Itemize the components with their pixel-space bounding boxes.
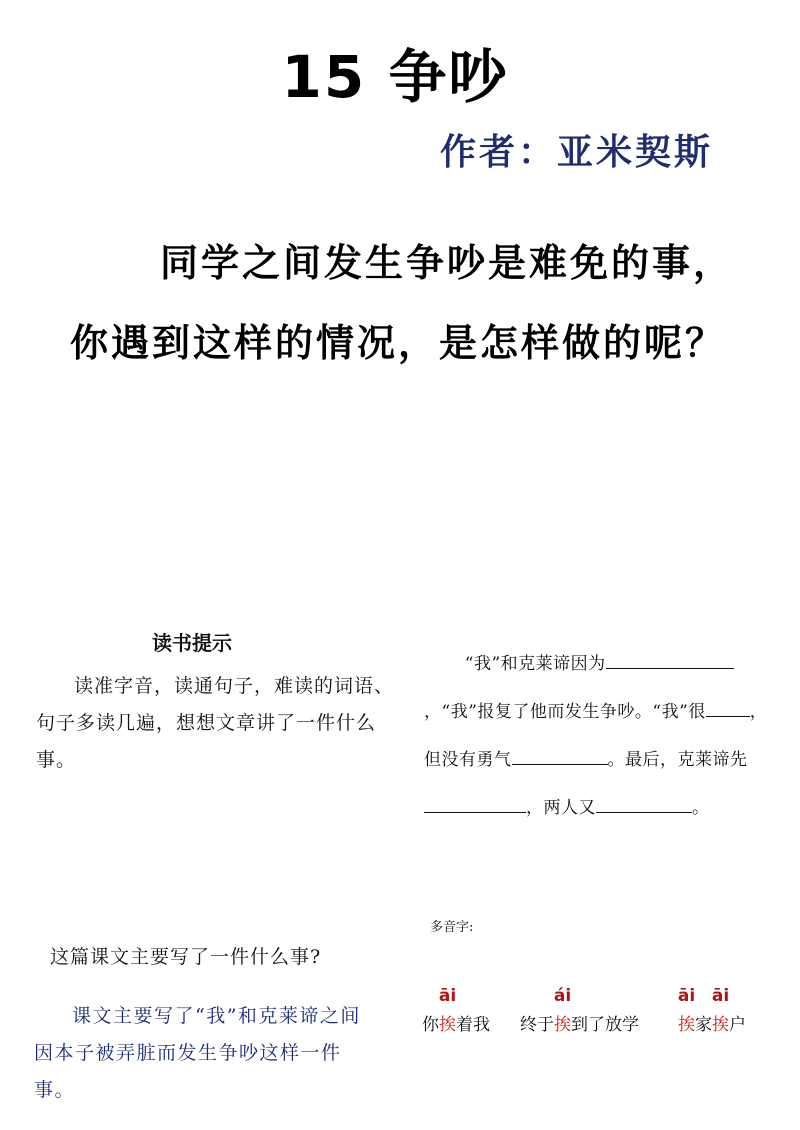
blank-3[interactable]: [512, 746, 608, 765]
polyphonic-char: āi 挨: [711, 986, 730, 1035]
example-text: 家: [695, 1015, 712, 1035]
fill-text-3: ，但没有勇气: [424, 702, 768, 770]
fill-in-blank-exercise: [424, 640, 784, 832]
pinyin-label: āi: [711, 986, 730, 1006]
blank-1[interactable]: [606, 650, 734, 669]
summary-question: 这篇课文主要写了一件什么事?: [50, 946, 322, 968]
pinyin-label: ái: [553, 986, 572, 1006]
example-text: 终于: [520, 1015, 554, 1035]
blank-2[interactable]: [706, 698, 750, 717]
summary-answer: 课文主要写了“我”和克莱谛之间因本子被弄脏而发生争吵这样一件事。: [34, 1005, 361, 1101]
fill-text-6: 。: [692, 798, 710, 818]
polyphonic-char: āi 挨: [438, 986, 457, 1035]
blank-5[interactable]: [596, 794, 692, 813]
polyphonic-examples: [422, 988, 792, 1038]
author-line: 作者：亚米契斯: [440, 131, 714, 173]
example-text: 到了放学: [571, 1015, 639, 1035]
fill-text-1: “我”和克莱谛因为: [464, 654, 606, 674]
guiding-question-line-1: 同学之间发生争吵是难免的事，: [160, 240, 735, 285]
pinyin-label: āi: [677, 986, 696, 1006]
example-text: 着我: [456, 1015, 490, 1035]
blank-4[interactable]: [424, 794, 526, 813]
polyphonic-char: ái 挨: [553, 986, 572, 1035]
fill-text-5: ，两人又: [526, 798, 596, 818]
reading-hint-title: 读书提示: [152, 631, 232, 655]
polyphonic-label: 多音字:: [430, 920, 474, 935]
page-title: 15 争吵: [281, 43, 509, 111]
fill-text-2: ，“我”报复了他而发生争吵。“我”很: [424, 702, 706, 722]
guiding-question-line-2: 你遇到这样的情况，是怎样做的呢？: [70, 320, 727, 365]
fill-text-4: 。最后，克莱谛先: [607, 750, 748, 770]
reading-hint-body: 读准字音，读通句子，难读的词语、句子多读几遍，想想文章讲了一件什么事。: [36, 675, 395, 771]
polyphonic-char: āi 挨: [677, 986, 696, 1035]
example-text: 户: [729, 1015, 746, 1035]
example-text: 你: [422, 1015, 439, 1035]
pinyin-label: āi: [438, 986, 457, 1006]
